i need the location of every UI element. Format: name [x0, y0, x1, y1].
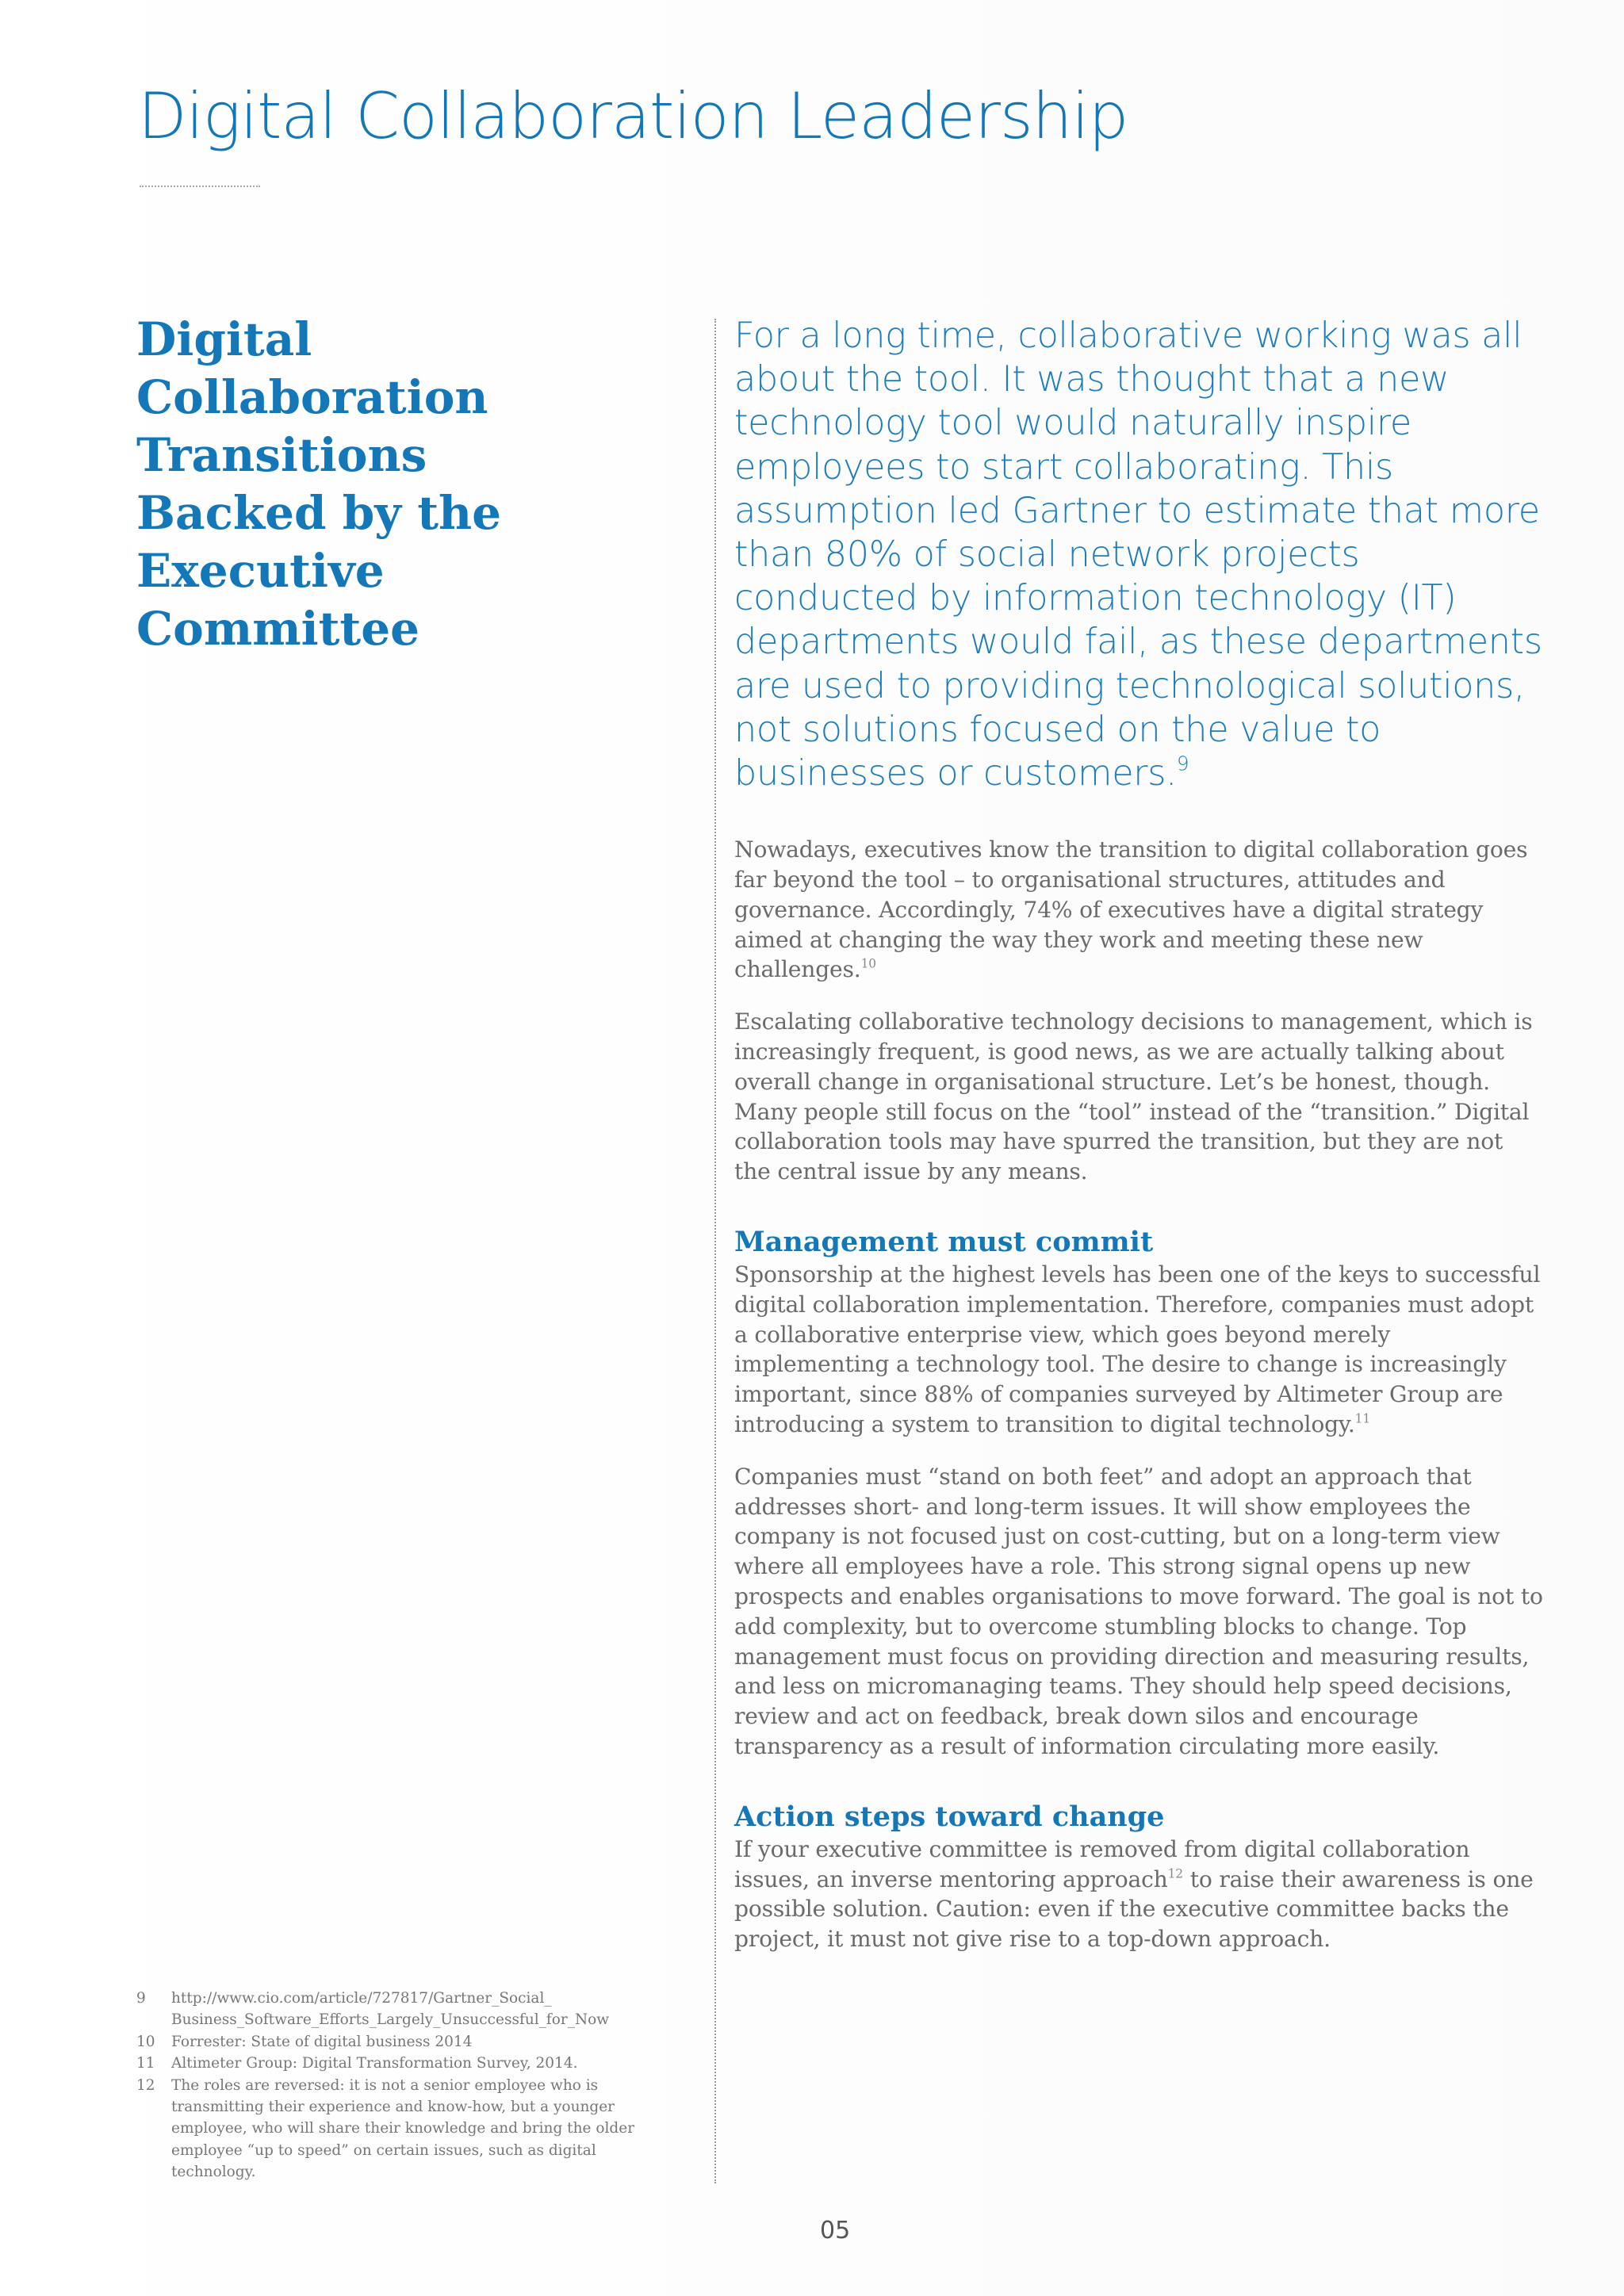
- page-header-title: Digital Collaboration Leadership: [138, 79, 1128, 153]
- header-divider: [140, 186, 260, 187]
- footnote-item: [136, 2075, 644, 2183]
- footnote-text: The roles are reversed: it is not a senior employee who is transmitting their experience and know-how, but a younger employee, who will share their knowledge and bring the older employee “up to speed” on certain issues, such as digital technology.: [171, 2076, 635, 2181]
- subheading-management-must-commit: Management must commit: [734, 1226, 1154, 1258]
- footnote-item: [136, 2031, 644, 2053]
- footnote-ref-10: 10: [860, 956, 876, 971]
- footnote-item: [136, 2053, 644, 2074]
- footnotes: [136, 1988, 644, 2183]
- footnote-number: 9: [136, 1990, 146, 2007]
- subheading-action-steps: Action steps toward change: [734, 1800, 1165, 1833]
- lead-paragraph: [734, 314, 1543, 795]
- footnote-link[interactable]: http://www.cio.com/article/727817/Gartner_Social_ Business_Software_Efforts_Largely_Unsuccessful_for_Now: [171, 1990, 610, 2029]
- footnote-ref-9: 9: [1177, 752, 1189, 775]
- column-divider: [714, 319, 716, 2183]
- body-paragraph-4: Companies must “stand on both feet” and adopt an approach that addresses short- and long-term issues. It will show employees the company is not focused just on cost-cutting, but on a long-term view where all employees have a role. This strong signal opens up new prospects and enables organisations to move forward. The goal is not to add complexity, but to overcome stumbling blocks to change. Top management must focus on providing direction and measuring results, and less on micromanaging teams. They should help speed decisions, review and act on feedback, break down silos and encourage transparency as a result of information circulating more easily.: [734, 1463, 1543, 1759]
- body-paragraph-5-text-a: If your executive committee is removed from digital collaboration issues, an inverse mentoring approach: [734, 1835, 1470, 1892]
- footnote-number: 10: [136, 2033, 155, 2050]
- body-paragraph-5: [734, 1835, 1543, 1954]
- footnote-ref-12: 12: [1167, 1866, 1183, 1881]
- main-column: [734, 314, 1543, 1976]
- body-paragraph-1: [734, 835, 1543, 985]
- body-paragraph-1-text: Nowadays, executives know the transition to digital collaboration goes far beyond the tool – to organisational structures, attitudes and governance. Accordingly, 74% of executives have a digital strategy aimed at changing the way they work and meeting these new challenges.: [734, 836, 1528, 983]
- lead-text: For a long time, collaborative working was all about the tool. It was thought that a new technology tool would naturally inspire employees to start collaborating. This assumption led Gartner to estimate that more than 80% of social network projects conducted by information technology (IT) departments would fail, as these departments are used to providing technological solutions, not solutions focused on the value to businesses or customers.: [734, 316, 1542, 794]
- footnote-number: 11: [136, 2055, 155, 2072]
- section-title: Digital Collaboration Transitions Backed by the Executive Committee: [136, 312, 502, 656]
- body-paragraph-2: Escalating collaborative technology decisions to management, which is increasingly frequent, is good news, as we are actually talking about overall change in organisational structure. Let’s be honest, though. Many people still focus on the “tool” instead of the “transition.” Digital collaboration tools may have spurred the transition, but they are not the central issue by any means.: [734, 1008, 1533, 1185]
- footnote-text: Altimeter Group: Digital Transformation Survey, 2014.: [171, 2055, 578, 2072]
- footnote-item: [136, 1988, 644, 2031]
- body-paragraph-3-text: Sponsorship at the highest levels has been one of the keys to successful digital collaboration implementation. Therefore, companies must adopt a collaborative enterprise view, which goes beyond merely implementing a technology tool. The desire to change is increasingly important, since 88% of companies surveyed by Altimeter Group are introducing a system to transition to digital technology.: [734, 1261, 1541, 1437]
- footnote-ref-11: 11: [1354, 1411, 1370, 1426]
- body-paragraph-5-text-b: to raise their awareness is one possible solution. Caution: even if the executive committee backs the project, it must not give rise to a top-down approach.: [734, 1866, 1534, 1953]
- body-paragraph-3: [734, 1260, 1543, 1440]
- footnote-text: Forrester: State of digital business 2014: [171, 2033, 473, 2050]
- page-number: 05: [820, 2217, 851, 2244]
- footnote-number: 12: [136, 2076, 155, 2094]
